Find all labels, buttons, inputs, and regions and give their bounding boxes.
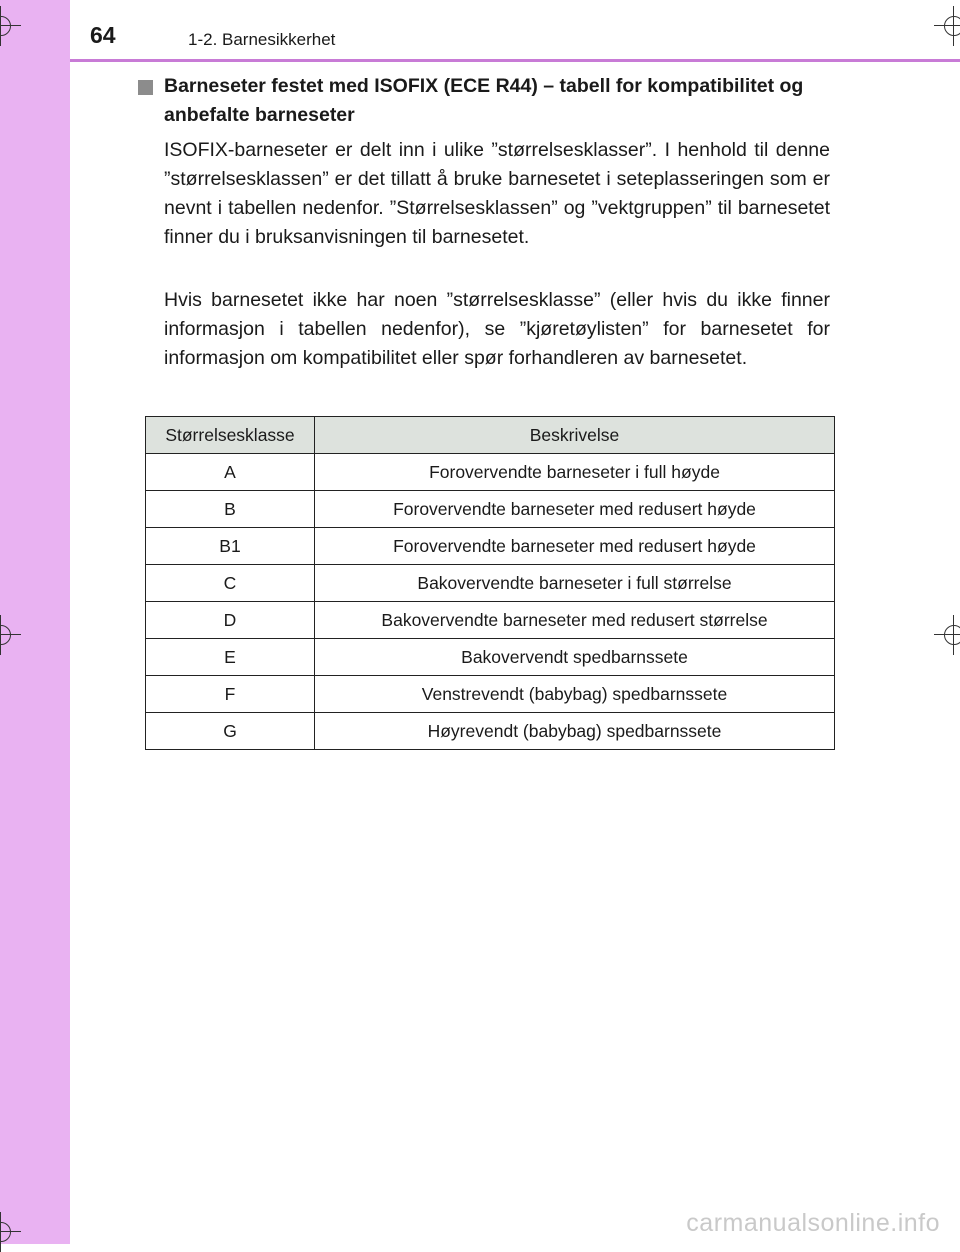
- description-cell: Forovervendte barneseter med redusert høyde: [315, 528, 835, 565]
- table-row: [146, 565, 835, 602]
- size-class-cell: A: [146, 454, 315, 491]
- square-bullet-icon: [138, 80, 153, 95]
- table-row: [146, 602, 835, 639]
- chapter-title: 1-2. Barnesikkerhet: [188, 30, 336, 49]
- table-row: [146, 528, 835, 565]
- header-rule: [70, 59, 960, 62]
- crop-mark-icon: [0, 1218, 15, 1246]
- table-row: [146, 639, 835, 676]
- paragraph-no-size-class: Hvis barnesetet ikke har noen ”størrelsesklasse” (eller hvis du ikke finner informasjon i tabellen nedenfor), se ”kjøretøylisten” for barnesetet for informasjon om kompatibilitet eller spør forhandleren av barnesetet.: [164, 289, 830, 369]
- table-header-row: [146, 417, 835, 454]
- crop-mark-icon: [940, 12, 960, 40]
- watermark: carmanualsonline.info: [686, 1209, 940, 1237]
- size-class-cell: F: [146, 676, 315, 713]
- size-class-cell: B1: [146, 528, 315, 565]
- size-class-table: [145, 416, 835, 750]
- paragraph-size-classes: ISOFIX-barneseter er delt inn i ulike ”størrelsesklasser”. I henhold til denne ”størrelsesklassen” er det tillatt å bruke barnesetet i seteplasseringen som er nevnt i tabellen nedenfor. ”Størrelsesklassen” og ”vektgruppen” til barnesetet finner du i bruksanvisningen til barnesetet.: [164, 139, 830, 248]
- description-cell: Bakovervendt spedbarnssete: [315, 639, 835, 676]
- size-class-cell: B: [146, 491, 315, 528]
- section-heading: Barneseter festet med ISOFIX (ECE R44) – tabell for kompatibilitet og anbefalte barneseter: [164, 75, 804, 126]
- size-class-cell: D: [146, 602, 315, 639]
- column-header-size-class: Størrelsesklasse: [146, 417, 315, 454]
- description-cell: Bakovervendte barneseter i full størrelse: [315, 565, 835, 602]
- table-row: [146, 491, 835, 528]
- table-row: [146, 454, 835, 491]
- description-cell: Høyrevendt (babybag) spedbarnssete: [315, 713, 835, 750]
- size-class-cell: C: [146, 565, 315, 602]
- table-row: [146, 713, 835, 750]
- size-class-cell: G: [146, 713, 315, 750]
- crop-mark-icon: [0, 621, 15, 649]
- page-number: 64: [90, 22, 116, 48]
- table-row: [146, 676, 835, 713]
- size-class-cell: E: [146, 639, 315, 676]
- description-cell: Bakovervendte barneseter med redusert størrelse: [315, 602, 835, 639]
- column-header-description: Beskrivelse: [315, 417, 835, 454]
- crop-mark-icon: [0, 12, 15, 40]
- description-cell: Forovervendte barneseter med redusert høyde: [315, 491, 835, 528]
- crop-mark-icon: [940, 621, 960, 649]
- description-cell: Venstrevendt (babybag) spedbarnssete: [315, 676, 835, 713]
- description-cell: Forovervendte barneseter i full høyde: [315, 454, 835, 491]
